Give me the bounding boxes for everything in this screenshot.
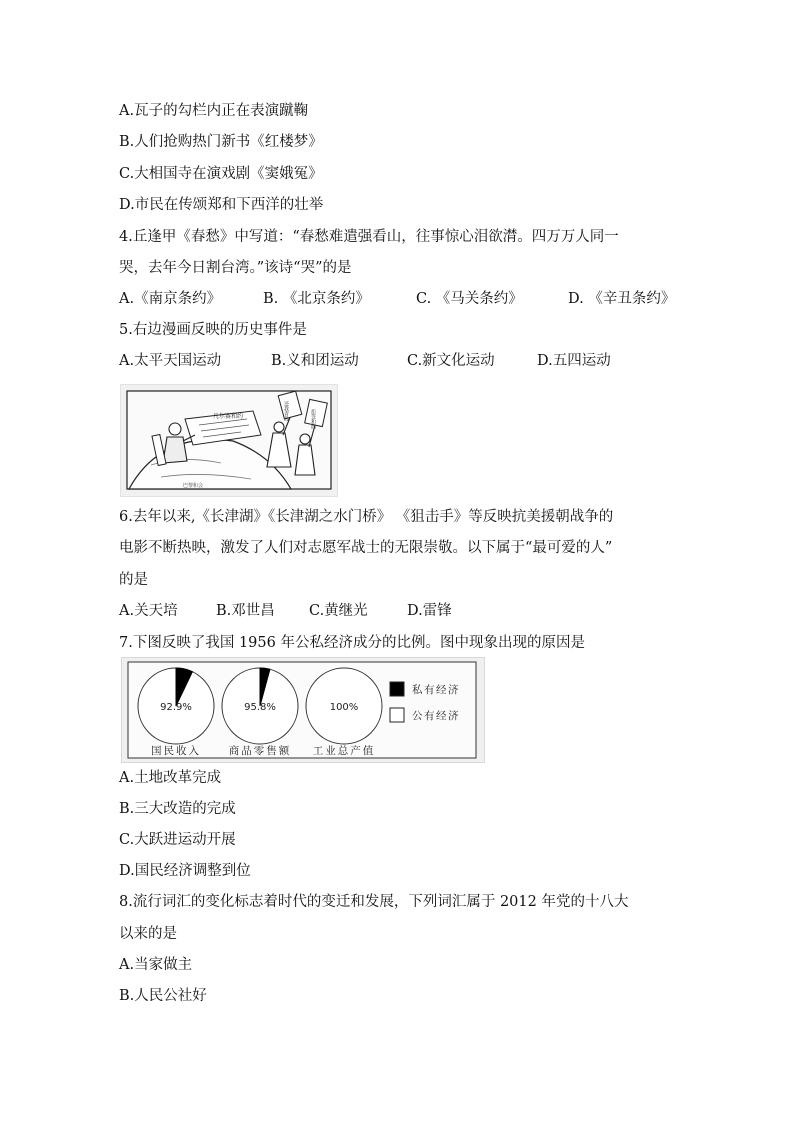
q4-option-c: C. 《马关条约》 bbox=[416, 291, 523, 307]
pie-category-label-1: 国民收入 bbox=[151, 745, 201, 757]
q5-option-d: D.五四运动 bbox=[537, 353, 611, 369]
pie-category-label-3: 工业总产值 bbox=[312, 745, 376, 757]
treaty-paper-text: 凡尔赛和约 bbox=[213, 413, 244, 420]
q6-option-d: D.雷锋 bbox=[407, 603, 452, 619]
protester-1-head bbox=[274, 422, 284, 432]
cartoon-drawing bbox=[121, 385, 337, 496]
protest-sign-1-text: 还我青岛 bbox=[283, 401, 289, 421]
pie-category-label-2: 商品零售额 bbox=[228, 745, 292, 757]
q7-option-b: B.三大改造的完成 bbox=[119, 801, 236, 817]
protest-sign-2-text: 拒签和约 bbox=[310, 409, 316, 429]
pie-value-label-3: 100% bbox=[329, 702, 359, 713]
protester-2-body bbox=[295, 445, 315, 475]
pie-value-label-1: 92.9% bbox=[160, 702, 192, 713]
q5-option-a: A.太平天国运动 bbox=[119, 353, 222, 369]
q7-stem: 7.下图反映了我国 1956 年公私经济成分的比例。图中现象出现的原因是 bbox=[119, 635, 585, 651]
legend-label-2: 公有经济 bbox=[412, 710, 460, 722]
pie-value-label-2: 95.8% bbox=[244, 702, 276, 713]
q5-stem: 5.右边漫画反映的历史事件是 bbox=[119, 322, 307, 338]
q4-option-b: B. 《北京条约》 bbox=[263, 291, 370, 307]
q5-option-b: B.义和团运动 bbox=[271, 353, 359, 369]
q4-stem-line1: 4.丘逢甲《春愁》中写道：“春愁难遣强看山，往事惊心泪欲潸。四万万人同一 bbox=[119, 229, 619, 245]
legend-swatch-1 bbox=[390, 682, 404, 696]
q4-options bbox=[119, 289, 675, 309]
q8-stem-line1: 8.流行词汇的变化标志着时代的变迁和发展，下列词汇属于 2012 年党的十八大 bbox=[119, 894, 629, 910]
economy-pie-chart bbox=[121, 657, 485, 763]
q6-stem-line1: 6.去年以来,《长津湖》《长津湖之水门桥》 《狙击手》等反映抗美援朝战争的 bbox=[119, 509, 614, 525]
seated-figure-head bbox=[169, 423, 181, 435]
protester-2-head bbox=[300, 434, 310, 444]
q6-option-b: B.邓世昌 bbox=[216, 603, 275, 619]
q8-option-a: A.当家做主 bbox=[119, 957, 193, 973]
q7-option-d: D.国民经济调整到位 bbox=[119, 863, 251, 879]
q8-option-b: B.人民公社好 bbox=[119, 988, 207, 1004]
q3-option-c: C.大相国寺在演戏剧《窦娥冤》 bbox=[119, 166, 323, 182]
q7-option-c: C.大跃进运动开展 bbox=[119, 832, 236, 848]
q3-option-a: A.瓦子的勾栏内正在表演蹴鞠 bbox=[119, 103, 309, 119]
cartoon-illustration bbox=[120, 384, 338, 497]
q6-option-a: A.关天培 bbox=[119, 603, 178, 619]
q5-options bbox=[119, 351, 611, 371]
q3-option-d: D.市民在传颂郑和下西洋的壮举 bbox=[119, 197, 324, 213]
q6-option-c: C.黄继光 bbox=[309, 603, 368, 619]
q3-option-b: B.人们抢购热门新书《红楼梦》 bbox=[119, 134, 323, 150]
q4-stem-line2: 哭，去年今日割台湾。”该诗“哭”的是 bbox=[119, 260, 352, 276]
legend-swatch-2 bbox=[390, 708, 404, 722]
q8-stem-line2: 以来的是 bbox=[119, 926, 177, 942]
q6-stem-line3: 的是 bbox=[119, 572, 148, 588]
legend-label-1: 私有经济 bbox=[412, 684, 460, 696]
q7-option-a: A.土地改革完成 bbox=[119, 770, 222, 786]
cartoon-caption: 巴黎和会 bbox=[183, 483, 204, 489]
q6-stem-line2: 电影不断热映，激发了人们对志愿军战士的无限崇敬。以下属于“最可爱的人” bbox=[119, 540, 613, 556]
q6-options bbox=[119, 601, 452, 621]
q4-option-d: D. 《辛丑条约》 bbox=[568, 291, 676, 307]
q4-option-a: A.《南京条约》 bbox=[119, 291, 222, 307]
q5-option-c: C.新文化运动 bbox=[407, 353, 495, 369]
pie-chart-svg bbox=[122, 658, 484, 762]
